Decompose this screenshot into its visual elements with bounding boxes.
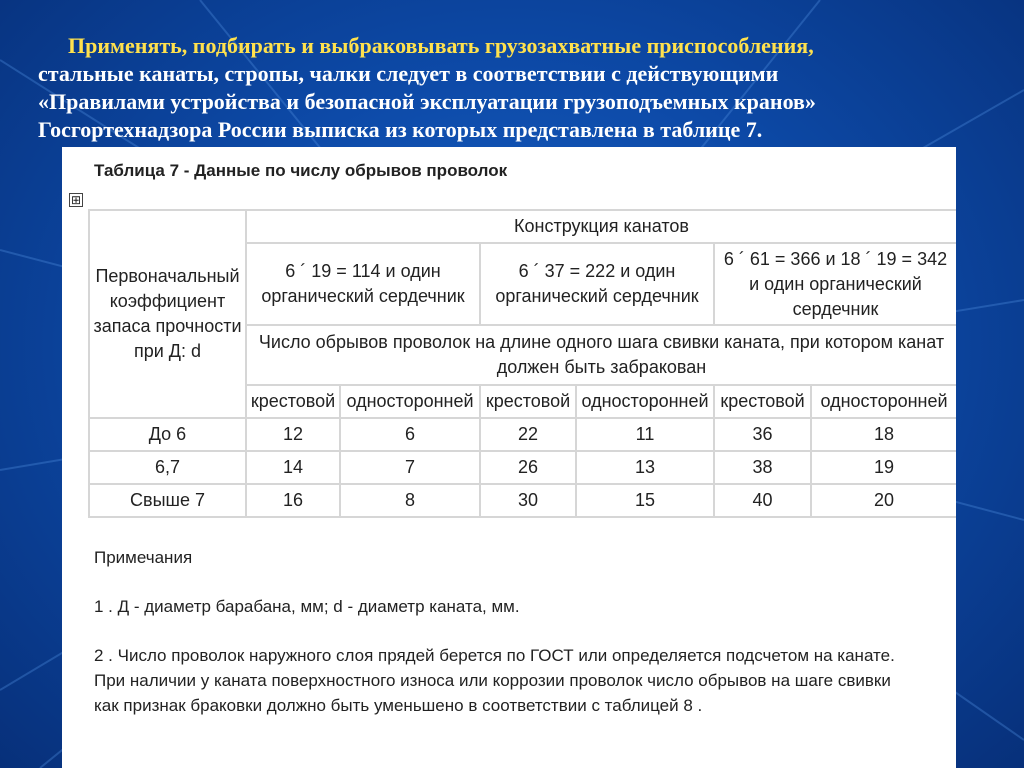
row-label: 6,7 — [89, 451, 246, 484]
table-cell: 36 — [714, 418, 811, 451]
table-row — [89, 451, 956, 484]
table-move-handle-icon[interactable]: ⊞ — [70, 193, 82, 207]
lay-type-cell: крестовой — [480, 385, 576, 418]
note-1: 1 . Д - диаметр барабана, мм; d - диаметр каната, мм. — [94, 597, 520, 616]
table-cell: 38 — [714, 451, 811, 484]
table-cell: 15 — [576, 484, 714, 517]
table-row — [89, 418, 956, 451]
wire-breaks-table — [88, 209, 956, 518]
table-cell: 12 — [246, 418, 340, 451]
notes-section — [94, 545, 914, 742]
table-cell: 16 — [246, 484, 340, 517]
table-cell: 7 — [340, 451, 480, 484]
lay-type-cell: крестовой — [246, 385, 340, 418]
table-cell: 11 — [576, 418, 714, 451]
table-title: Таблица 7 - Данные по числу обрывов проволок — [94, 161, 508, 180]
note-2: 2 . Число проволок наружного слоя прядей берется по ГОСТ или определяется подсчетом на канате. При наличии у каната поверхностного износа или коррозии проволок число обрывов на шаге свивки как признак браковки должно быть уменьшено в соответствии с таблицей 8 . — [94, 646, 895, 715]
heading-line-2: стальные канаты, стропы, чалки следует в соответствии с действующими — [38, 61, 779, 86]
lay-type-cell: крестовой — [714, 385, 811, 418]
construction-group-header: Конструкция канатов — [246, 210, 956, 243]
row-label: Свыше 7 — [89, 484, 246, 517]
table-cell: 18 — [811, 418, 956, 451]
table-cell: 19 — [811, 451, 956, 484]
row-header-cell: Первоначальный коэффициент запаса прочности при Д: d — [89, 210, 246, 418]
construction-6x37: 6 ´ 37 = 222 и один органический сердечник — [480, 243, 714, 325]
table-cell: 14 — [246, 451, 340, 484]
table-row — [89, 484, 956, 517]
table-cell: 8 — [340, 484, 480, 517]
table-cell: 13 — [576, 451, 714, 484]
notes-title: Примечания — [94, 548, 193, 567]
lay-type-cell: односторонней — [340, 385, 480, 418]
table-cell: 40 — [714, 484, 811, 517]
construction-6x61: 6 ´ 61 = 366 и 18 ´ 19 = 342 и один органический сердечник — [714, 243, 956, 325]
heading-line-4: Госгортехнадзора России выписка из которых представлена в таблице 7. — [38, 117, 763, 142]
slide-heading — [38, 32, 998, 144]
row-label: До 6 — [89, 418, 246, 451]
heading-line-1: Применять, подбирать и выбраковывать грузозахватные приспособления, — [68, 33, 814, 58]
heading-line-3: «Правилами устройства и безопасной эксплуатации грузоподъемных кранов» — [38, 89, 816, 114]
construction-6x19: 6 ´ 19 = 114 и один органический сердечник — [246, 243, 480, 325]
table-cell: 22 — [480, 418, 576, 451]
table-cell: 26 — [480, 451, 576, 484]
table-cell: 6 — [340, 418, 480, 451]
table-cell: 20 — [811, 484, 956, 517]
breaks-header: Число обрывов проволок на длине одного шага свивки каната, при котором канат должен быть забракован — [246, 325, 956, 385]
document-scan — [62, 147, 956, 768]
lay-type-cell: односторонней — [576, 385, 714, 418]
lay-type-cell: односторонней — [811, 385, 956, 418]
table-cell: 30 — [480, 484, 576, 517]
